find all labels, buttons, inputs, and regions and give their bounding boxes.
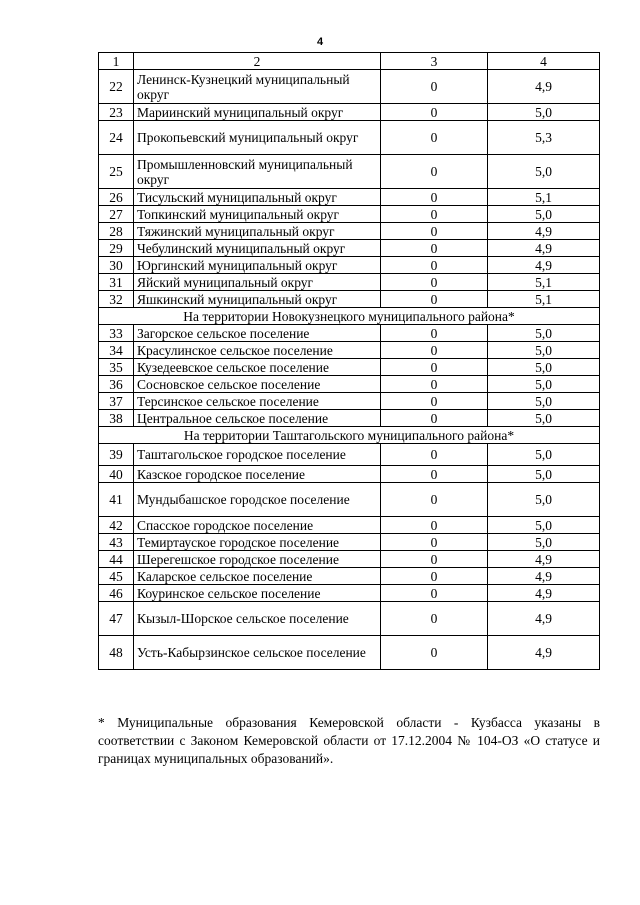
column-4-value: 4,9 — [488, 568, 600, 585]
column-3-value: 0 — [381, 444, 488, 466]
column-4-value: 5,0 — [488, 393, 600, 410]
row-number: 39 — [99, 444, 134, 466]
column-3-value: 0 — [381, 376, 488, 393]
municipality-name: Кызыл-Шорское сельское поселение — [134, 602, 381, 636]
table-row — [99, 257, 600, 274]
table-row — [99, 393, 600, 410]
row-number: 31 — [99, 274, 134, 291]
row-number: 47 — [99, 602, 134, 636]
table-row — [99, 585, 600, 602]
section-header-row — [99, 427, 600, 444]
column-4-value: 5,0 — [488, 359, 600, 376]
column-3-value: 0 — [381, 602, 488, 636]
column-4-value: 5,0 — [488, 325, 600, 342]
column-3-value: 0 — [381, 483, 488, 517]
column-3-value: 0 — [381, 104, 488, 121]
row-number: 43 — [99, 534, 134, 551]
municipality-name: Усть-Кабырзинское сельское поселение — [134, 636, 381, 670]
row-number: 24 — [99, 121, 134, 155]
row-number: 48 — [99, 636, 134, 670]
column-4-value: 4,9 — [488, 585, 600, 602]
municipality-name: Мундыбашское городское поселение — [134, 483, 381, 517]
municipality-name: Таштагольское городское поселение — [134, 444, 381, 466]
column-3-value: 0 — [381, 121, 488, 155]
column-3-value: 0 — [381, 585, 488, 602]
column-4-value: 4,9 — [488, 240, 600, 257]
column-4-value: 5,0 — [488, 466, 600, 483]
table-row — [99, 602, 600, 636]
row-number: 23 — [99, 104, 134, 121]
column-4-value: 4,9 — [488, 551, 600, 568]
table-row — [99, 121, 600, 155]
municipality-name: Яйский муниципальный округ — [134, 274, 381, 291]
column-4-value: 5,0 — [488, 206, 600, 223]
column-4-value: 5,1 — [488, 274, 600, 291]
table-row — [99, 155, 600, 189]
municipality-name: Центральное сельское поселение — [134, 410, 381, 427]
municipality-name: Яшкинский муниципальный округ — [134, 291, 381, 308]
municipality-name: Ленинск-Кузнецкий муниципальный округ — [134, 70, 381, 104]
municipality-name: Коуринское сельское поселение — [134, 585, 381, 602]
header-col-4: 4 — [488, 53, 600, 70]
column-4-value: 5,0 — [488, 104, 600, 121]
table-row — [99, 636, 600, 670]
column-3-value: 0 — [381, 636, 488, 670]
table-row — [99, 444, 600, 466]
column-3-value: 0 — [381, 410, 488, 427]
row-number: 38 — [99, 410, 134, 427]
table-header-row — [99, 53, 600, 70]
header-col-3: 3 — [381, 53, 488, 70]
municipality-name: Топкинский муниципальный округ — [134, 206, 381, 223]
column-4-value: 5,0 — [488, 517, 600, 534]
municipality-name: Каларское сельское поселение — [134, 568, 381, 585]
column-3-value: 0 — [381, 189, 488, 206]
data-table — [98, 52, 600, 670]
column-3-value: 0 — [381, 342, 488, 359]
column-3-value: 0 — [381, 291, 488, 308]
row-number: 46 — [99, 585, 134, 602]
row-number: 22 — [99, 70, 134, 104]
row-number: 37 — [99, 393, 134, 410]
municipality-name: Чебулинский муниципальный округ — [134, 240, 381, 257]
municipality-name: Загорское сельское поселение — [134, 325, 381, 342]
column-4-value: 4,9 — [488, 636, 600, 670]
table-row — [99, 517, 600, 534]
municipality-name: Спасское городское поселение — [134, 517, 381, 534]
column-4-value: 4,9 — [488, 223, 600, 240]
row-number: 29 — [99, 240, 134, 257]
table-row — [99, 206, 600, 223]
column-3-value: 0 — [381, 206, 488, 223]
column-3-value: 0 — [381, 274, 488, 291]
table-row — [99, 376, 600, 393]
column-4-value: 5,0 — [488, 155, 600, 189]
column-4-value: 4,9 — [488, 70, 600, 104]
municipality-name: Темиртауское городское поселение — [134, 534, 381, 551]
header-col-1: 1 — [99, 53, 134, 70]
table-row — [99, 342, 600, 359]
table-row — [99, 534, 600, 551]
row-number: 28 — [99, 223, 134, 240]
column-3-value: 0 — [381, 534, 488, 551]
column-3-value: 0 — [381, 240, 488, 257]
municipality-name: Мариинский муниципальный округ — [134, 104, 381, 121]
column-3-value: 0 — [381, 325, 488, 342]
column-3-value: 0 — [381, 257, 488, 274]
row-number: 33 — [99, 325, 134, 342]
table-row — [99, 223, 600, 240]
column-4-value: 5,1 — [488, 291, 600, 308]
column-3-value: 0 — [381, 359, 488, 376]
row-number: 34 — [99, 342, 134, 359]
column-3-value: 0 — [381, 223, 488, 240]
column-3-value: 0 — [381, 466, 488, 483]
row-number: 36 — [99, 376, 134, 393]
column-4-value: 5,0 — [488, 483, 600, 517]
row-number: 35 — [99, 359, 134, 376]
column-4-value: 4,9 — [488, 257, 600, 274]
row-number: 42 — [99, 517, 134, 534]
row-number: 25 — [99, 155, 134, 189]
row-number: 45 — [99, 568, 134, 585]
table-row — [99, 551, 600, 568]
table-row — [99, 466, 600, 483]
municipality-name: Тисульский муниципальный округ — [134, 189, 381, 206]
column-3-value: 0 — [381, 517, 488, 534]
municipality-name: Тяжинский муниципальный округ — [134, 223, 381, 240]
column-4-value: 5,0 — [488, 534, 600, 551]
column-4-value: 5,0 — [488, 376, 600, 393]
column-4-value: 5,3 — [488, 121, 600, 155]
municipality-name: Терсинское сельское поселение — [134, 393, 381, 410]
column-4-value: 5,0 — [488, 444, 600, 466]
municipality-name: Красулинское сельское поселение — [134, 342, 381, 359]
table-row — [99, 410, 600, 427]
table-body — [99, 53, 600, 670]
row-number: 30 — [99, 257, 134, 274]
column-4-value: 4,9 — [488, 602, 600, 636]
municipality-name: Промышленновский муниципальный округ — [134, 155, 381, 189]
column-4-value: 5,0 — [488, 410, 600, 427]
table-row — [99, 359, 600, 376]
table-row — [99, 189, 600, 206]
column-3-value: 0 — [381, 568, 488, 585]
municipality-name: Юргинский муниципальный округ — [134, 257, 381, 274]
row-number: 32 — [99, 291, 134, 308]
table-row — [99, 274, 600, 291]
header-col-2: 2 — [134, 53, 381, 70]
column-4-value: 5,1 — [488, 189, 600, 206]
table-row — [99, 483, 600, 517]
footnote: * Муниципальные образования Кемеровской области - Кузбасса указаны в соответствии с Законом Кемеровской области от 17.12.2004 № 104-ОЗ «О статусе и границах муниципальных образований». — [98, 715, 600, 766]
municipality-name: Кузедеевское сельское поселение — [134, 359, 381, 376]
section-title: На территории Таштагольского муниципального района* — [99, 427, 600, 444]
column-4-value: 5,0 — [488, 342, 600, 359]
page-number: 4 — [316, 36, 324, 48]
row-number: 27 — [99, 206, 134, 223]
municipality-name: Казское городское поселение — [134, 466, 381, 483]
column-3-value: 0 — [381, 155, 488, 189]
section-title: На территории Новокузнецкого муниципального района* — [99, 308, 600, 325]
table-row — [99, 70, 600, 104]
table-row — [99, 568, 600, 585]
section-header-row — [99, 308, 600, 325]
table-row — [99, 104, 600, 121]
municipality-name: Сосновское сельское поселение — [134, 376, 381, 393]
row-number: 41 — [99, 483, 134, 517]
column-3-value: 0 — [381, 551, 488, 568]
column-3-value: 0 — [381, 393, 488, 410]
table-row — [99, 325, 600, 342]
row-number: 26 — [99, 189, 134, 206]
municipality-name: Прокопьевский муниципальный округ — [134, 121, 381, 155]
column-3-value: 0 — [381, 70, 488, 104]
table-row — [99, 291, 600, 308]
table-row — [99, 240, 600, 257]
municipality-name: Шерегешское городское поселение — [134, 551, 381, 568]
row-number: 40 — [99, 466, 134, 483]
row-number: 44 — [99, 551, 134, 568]
